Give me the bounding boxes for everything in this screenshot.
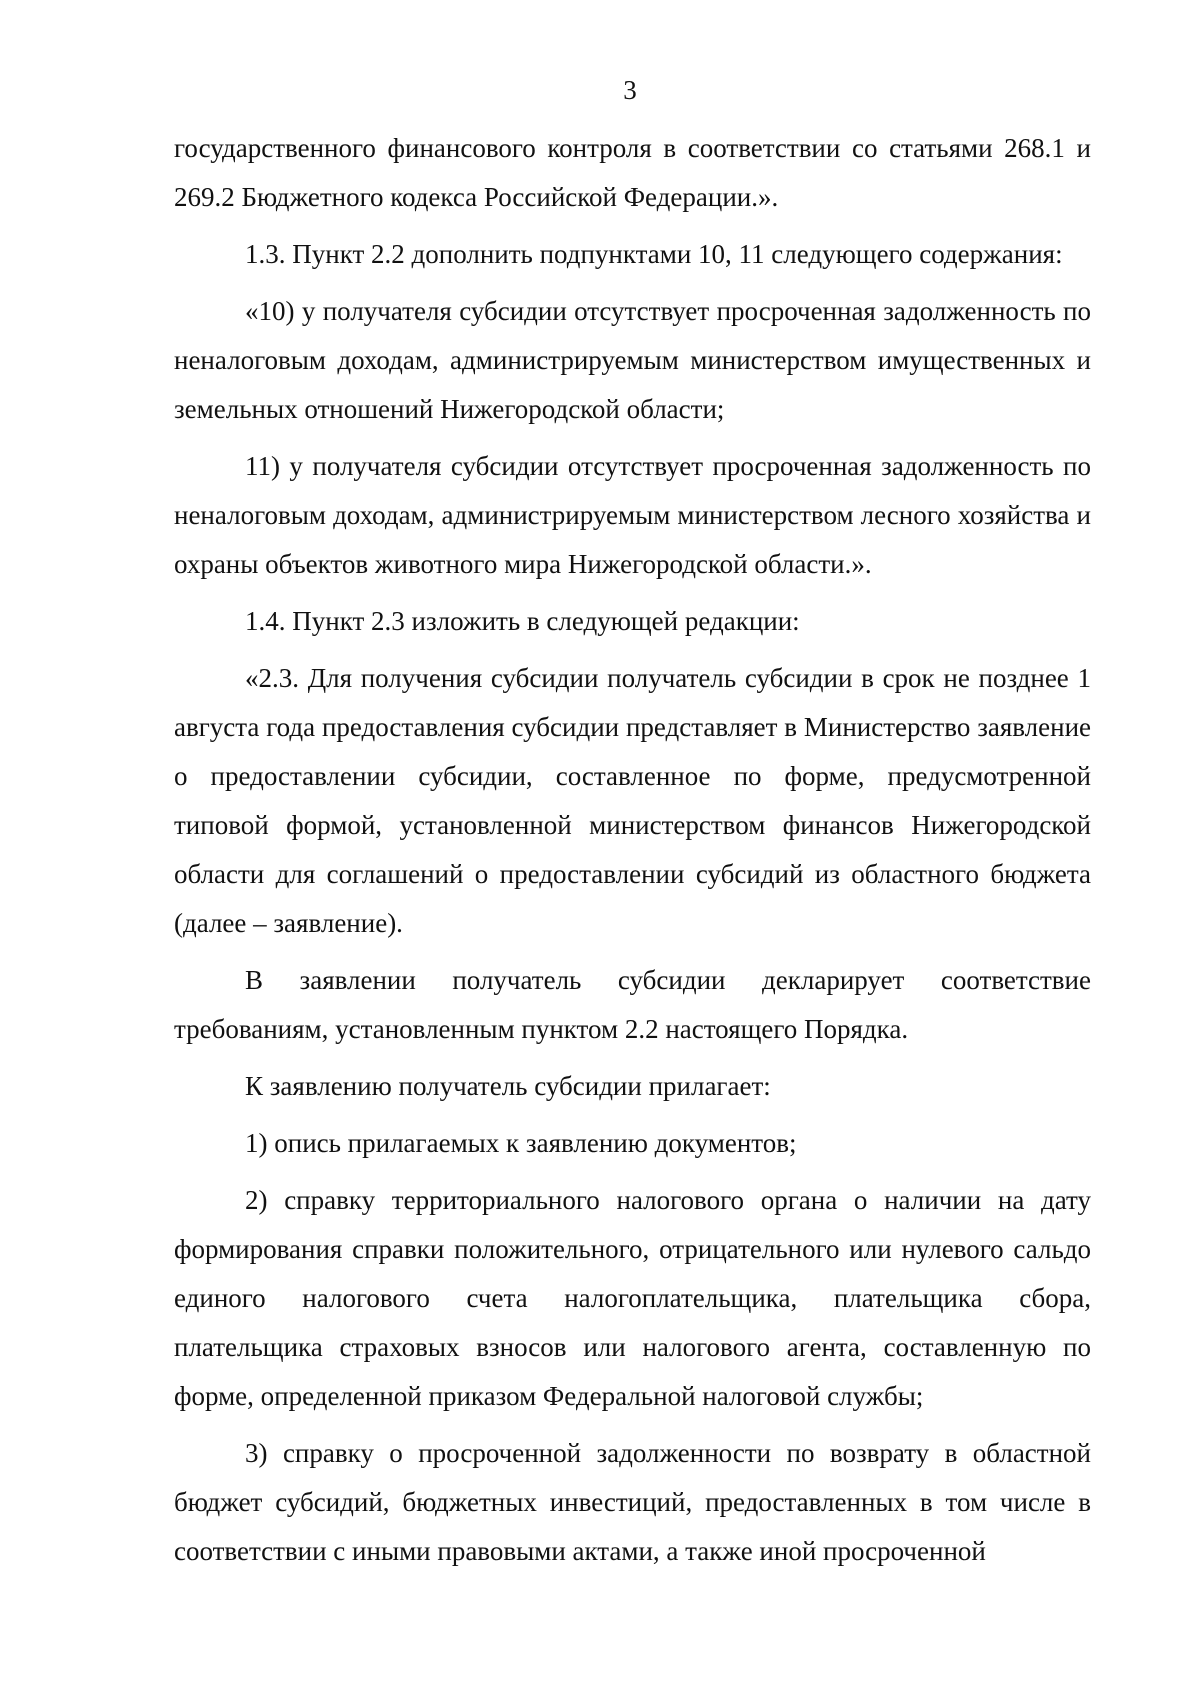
paragraph-8: К заявлению получатель субсидии прилагает:: [245, 1071, 771, 1101]
paragraph-7: В заявлении получатель субсидии декларирует соответствие требованиям, установленным пунктом 2.2 настоящего Порядка.: [174, 965, 1091, 1044]
paragraph-10: 2) справку территориального налогового органа о наличии на дату формирования справки положительного, отрицательного или нулевого сальдо единого налогового счета налогоплательщика, плательщика сбора, плательщика страховых взносов или налогового агента, составленную по форме, определенной приказом Федеральной налоговой службы;: [174, 1185, 1091, 1411]
paragraph-2: 1.3. Пункт 2.2 дополнить подпунктами 10, 11 следующего содержания:: [245, 239, 1063, 269]
paragraph-9: 1) опись прилагаемых к заявлению документов;: [245, 1128, 797, 1158]
paragraph-3: «10) у получателя субсидии отсутствует просроченная задолженность по неналоговым доходам, администрируемым министерством имущественных и земельных отношений Нижегородской области;: [174, 296, 1091, 424]
paragraph-5: 1.4. Пункт 2.3 изложить в следующей редакции:: [245, 606, 800, 636]
page-number: 3: [623, 75, 637, 105]
document-body: [174, 124, 1091, 1576]
paragraph-4: 11) у получателя субсидии отсутствует просроченная задолженность по неналоговым доходам, администрируемым министерством лесного хозяйства и охраны объектов животного мира Нижегородской области.».: [174, 451, 1091, 579]
paragraph-6: «2.3. Для получения субсидии получатель субсидии в срок не позднее 1 августа года предоставления субсидии представляет в Министерство заявление о предоставлении субсидии, составленное по форме, предусмотренной типовой формой, установленной министерством финансов Нижегородской области для соглашений о предоставлении субсидий из областного бюджета (далее – заявление).: [174, 663, 1091, 938]
paragraph-1: государственного финансового контроля в соответствии со статьями 268.1 и 269.2 Бюджетного кодекса Российской Федерации.».: [174, 133, 1091, 212]
paragraph-11: 3) справку о просроченной задолженности по возврату в областной бюджет субсидий, бюджетных инвестиций, предоставленных в том числе в соответствии с иными правовыми актами, а также иной просроченной: [174, 1438, 1091, 1566]
